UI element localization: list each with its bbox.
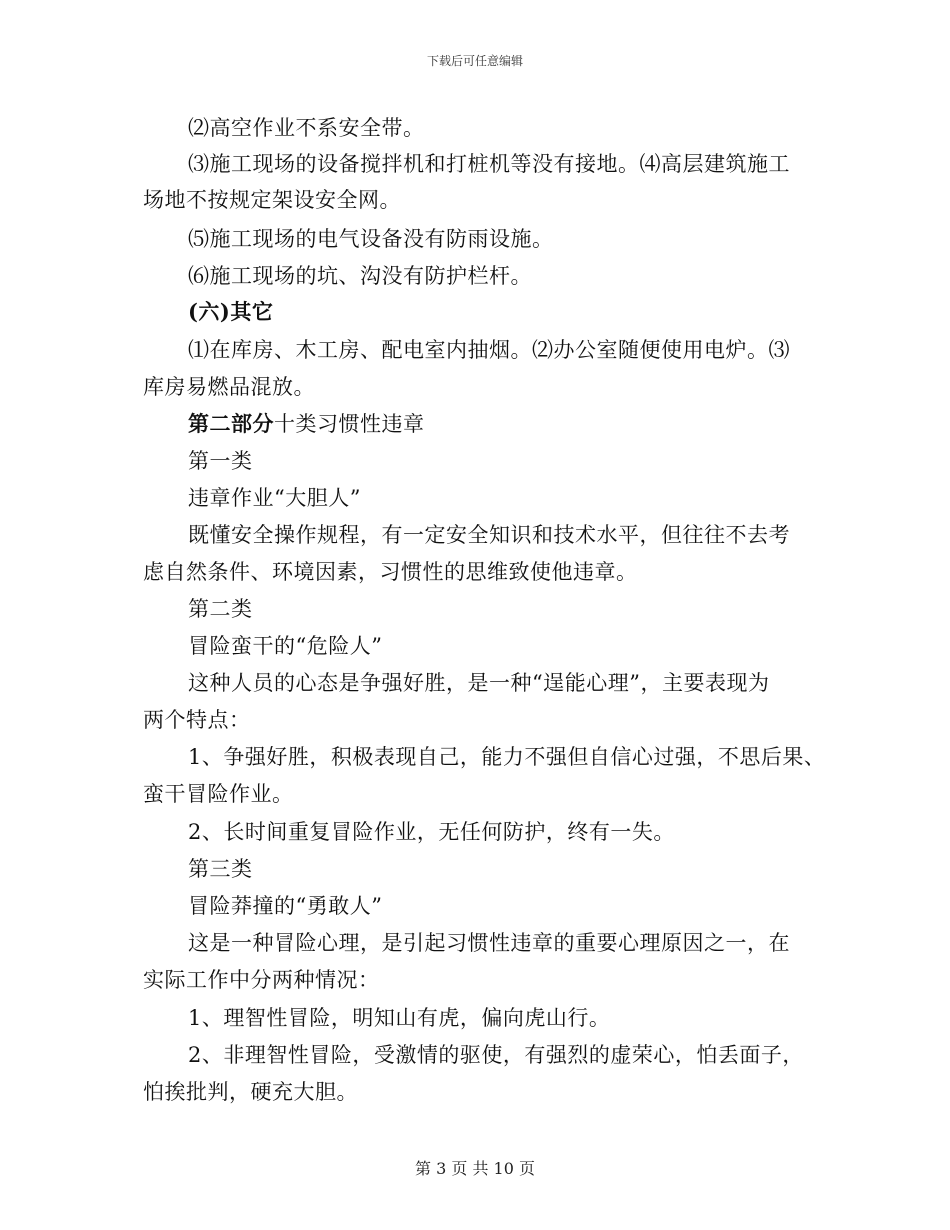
- text-line: 2、长时间重复冒险作业，无任何防护，终有一失。: [188, 820, 675, 844]
- text-line: 既懂安全操作规程，有一定安全知识和技术水平，但往往不去考: [188, 523, 790, 547]
- text-line: 怕挨批判，硬充大胆。: [143, 1080, 358, 1104]
- text-line: 冒险蛮干的“危险人”: [188, 634, 383, 658]
- text-line: 1、理智性冒险，明知山有虎，偏向虎山行。: [188, 1006, 611, 1030]
- text-line: ⑴在库房、木工房、配电室内抽烟。⑵办公室随便使用电炉。⑶: [188, 338, 790, 362]
- text-line: ⑵高空作业不系安全带。: [188, 116, 425, 140]
- page-header: 下载后可任意编辑: [426, 54, 523, 68]
- section-heading: (六)其它: [188, 299, 274, 324]
- part-heading: [188, 410, 888, 438]
- text-line: 第三类: [188, 857, 253, 881]
- text-line: 虑自然条件、环境因素，习惯性的思维致使他违章。: [143, 560, 638, 584]
- page-footer: 第 3 页 共 10 页: [415, 1159, 535, 1178]
- text-line: 第二类: [188, 597, 253, 621]
- text-line: 蛮干冒险作业。: [143, 782, 294, 806]
- part-heading-title: 十类习惯性违章: [274, 412, 425, 436]
- text-line: 这种人员的心态是争强好胜，是一种“逞能心理”，主要表现为: [188, 671, 770, 695]
- text-line: 场地不按规定架设安全网。: [143, 188, 401, 212]
- text-line: 库房易燃品混放。: [143, 375, 315, 399]
- text-line: 实际工作中分两种情况：: [143, 968, 380, 992]
- text-line: ⑸施工现场的电气设备没有防雨设施。: [188, 227, 554, 251]
- part-heading-bold: 第二部分: [188, 411, 274, 436]
- text-line: 冒险莽撞的“勇敢人”: [188, 894, 383, 918]
- text-line: 这是一种冒险心理，是引起习惯性违章的重要心理原因之一，在: [188, 931, 790, 955]
- text-line: 1、争强好胜，积极表现自己，能力不强但自信心过强，不思后果、: [188, 745, 826, 769]
- text-line: ⑶施工现场的设备搅拌机和打桩机等没有接地。⑷高层建筑施工: [188, 152, 790, 176]
- text-line: 2、非理智性冒险，受激情的驱使，有强烈的虚荣心，怕丢面子，: [188, 1043, 804, 1067]
- text-line: 第一类: [188, 449, 253, 473]
- text-line: 两个特点：: [143, 708, 251, 732]
- text-line: ⑹施工现场的坑、沟没有防护栏杆。: [188, 264, 532, 288]
- text-line: 违章作业“大胆人”: [188, 486, 361, 510]
